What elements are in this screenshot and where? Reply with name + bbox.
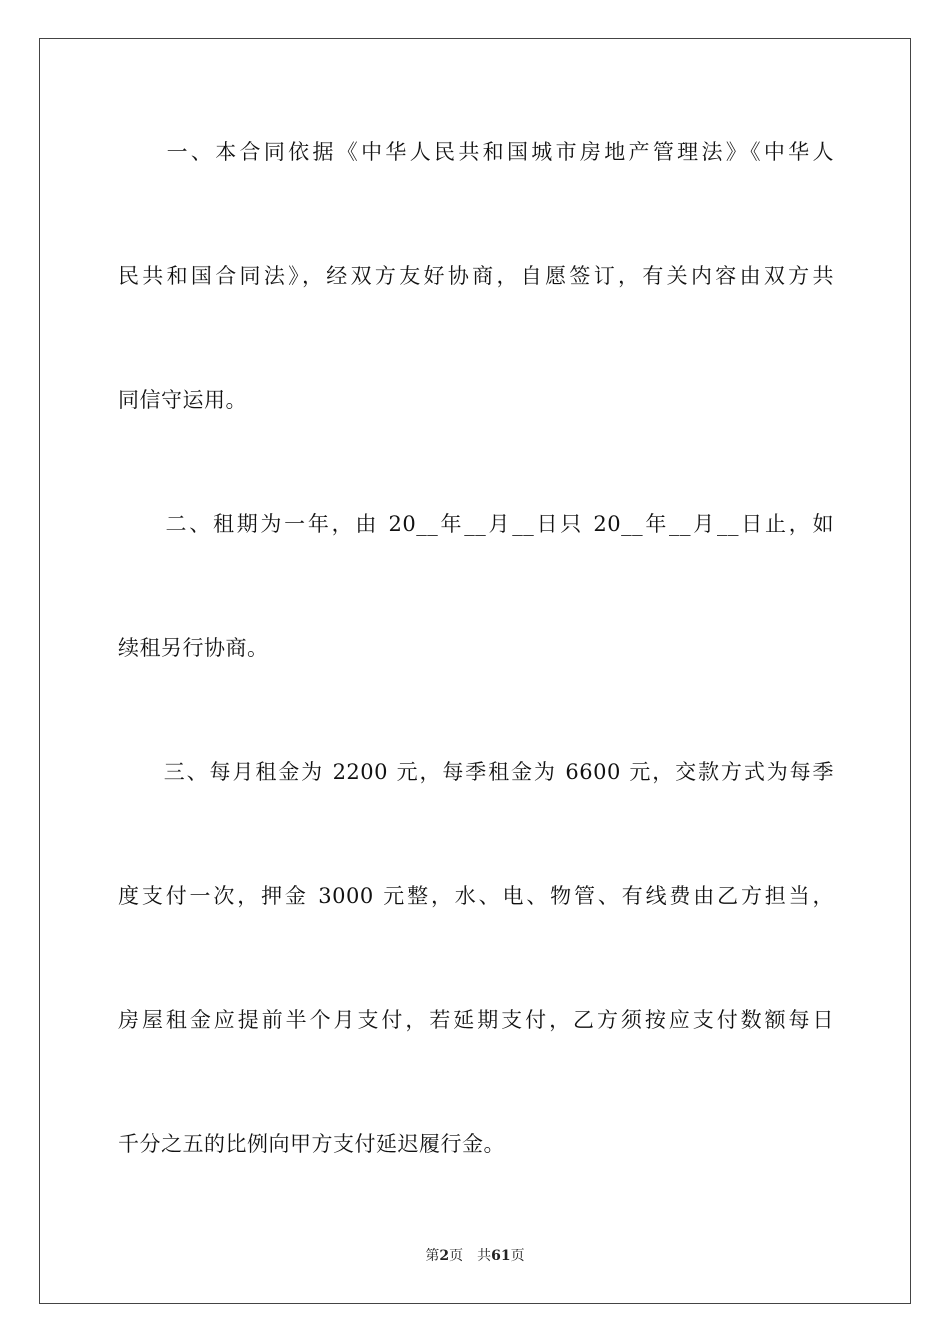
clause-1-line-3: 同信守运用。 xyxy=(118,388,247,412)
clause-2-line-2: 续租另行协商。 xyxy=(118,636,269,660)
page-total: 共61页 xyxy=(477,1248,525,1264)
clause-1-line-2: 民共和国合同法》，经双方友好协商，自愿签订，有关内容由双方共 xyxy=(118,264,834,288)
clause-3-line-1: 三、每月租金为 2200 元，每季租金为 6600 元，交款方式为每季 xyxy=(118,760,834,784)
clause-3-line-4: 千分之五的比例向甲方支付延迟履行金。 xyxy=(118,1132,505,1156)
clause-1-line-1: 一、本合同依据《中华人民共和国城市房地产管理法》《中华人 xyxy=(118,140,834,164)
clause-3-line-3: 房屋租金应提前半个月支付，若延期支付，乙方须按应支付数额每日 xyxy=(118,1008,834,1032)
page-border xyxy=(39,38,911,1304)
page-footer xyxy=(0,1247,950,1265)
page-number: 第2页 xyxy=(425,1248,464,1264)
clause-3-line-2: 度支付一次，押金 3000 元整，水、电、物管、有线费由乙方担当， xyxy=(118,884,834,908)
clause-2-line-1: 二、租期为一年，由 20__年__月__日只 20__年__月__日止，如 xyxy=(118,512,834,536)
